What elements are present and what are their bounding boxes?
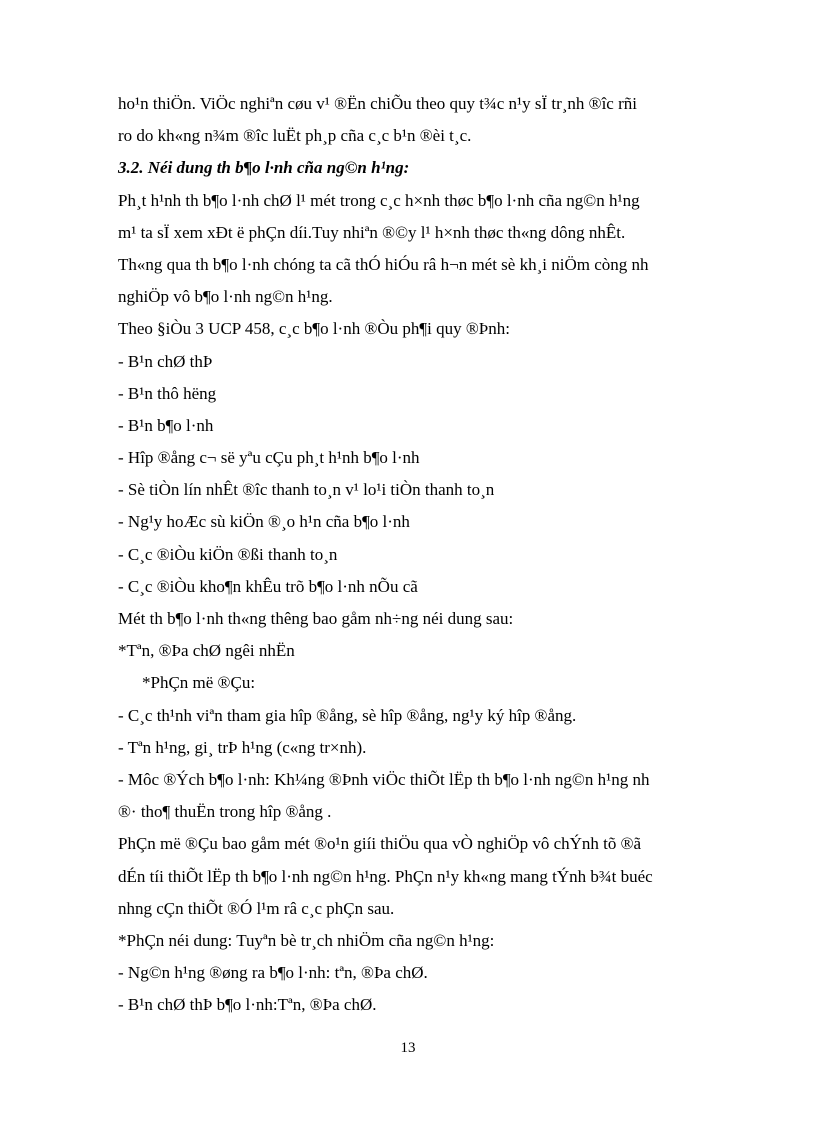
text-line: *Tªn, ®Þa chØ ngêi nhËn xyxy=(118,641,295,661)
text-line: nhng cÇn thiÕt ®Ó l¹m râ c¸c phÇn sau. xyxy=(118,898,395,918)
list-item: - Tªn h¹ng, gi¸ trÞ h¹ng (c«ng tr×nh). xyxy=(118,737,367,757)
section-heading: 3.2. Néi dung th b¶o l·nh cña ng©n h¹ng: xyxy=(118,158,410,178)
text-line: ro do kh«ng n¾m ®îc luËt ph¸p cña c¸c b¹n ®èi t¸c. xyxy=(118,126,472,146)
text-line: nghiÖp vô b¶o l·nh ng©n h¹ng. xyxy=(118,287,333,307)
text-line: Ph¸t h¹nh th b¶o l·nh chØ l¹ mét trong c¸c h×nh thøc b¶o l·nh cña ng©n h¹ng xyxy=(118,190,640,210)
list-item: - Môc ®Ých b¶o l·nh: Kh¼ng ®Þnh viÖc thiÕt lËp th b¶o l·nh ng©n h¹ng nh xyxy=(118,769,650,789)
text-line: Th«ng qua th b¶o l·nh chóng ta cã thÓ hiÓu râ h¬n mét sè kh¸i niÖm còng nh xyxy=(118,254,649,274)
list-item: - Ng¹y hoÆc sù kiÖn ®¸o h¹n cña b¶o l·nh xyxy=(118,512,410,532)
list-item: - Hîp ®ång c¬ së yªu cÇu ph¸t h¹nh b¶o l·nh xyxy=(118,448,420,468)
text-line: ®· tho¶ thuËn trong hîp ®ång . xyxy=(118,802,332,822)
list-item: - B¹n chØ thÞ b¶o l·nh:Tªn, ®Þa chØ. xyxy=(118,995,377,1015)
text-line: dÉn tíi thiÕt lËp th b¶o l·nh ng©n h¹ng. PhÇn n¹y kh«ng mang tÝnh b¾t buéc xyxy=(118,866,653,886)
text-line: *PhÇn néi dung: Tuyªn bè tr¸ch nhiÖm cña ng©n h¹ng: xyxy=(118,930,495,950)
list-item: - Sè tiÒn lín nhÊt ®îc thanh to¸n v¹ lo¹i tiÒn thanh to¸n xyxy=(118,480,495,500)
list-item: - C¸c ®iÒu kho¶n khÊu trõ b¶o l·nh nÕu cã xyxy=(118,576,418,596)
list-item: - B¹n b¶o l·nh xyxy=(118,415,214,435)
list-item: - B¹n thô hëng xyxy=(118,383,217,403)
list-item: - C¸c th¹nh viªn tham gia hîp ®ång, sè hîp ®ång, ng¹y ký hîp ®ång. xyxy=(118,705,577,725)
page-number: 13 xyxy=(400,1040,416,1056)
text-line: PhÇn më ®Çu bao gåm mét ®o¹n giíi thiÖu qua vÒ nghiÖp vô chÝnh tõ ®ã xyxy=(118,834,642,854)
text-line: Mét th b¶o l·nh th«ng thêng bao gåm nh÷ng néi dung sau: xyxy=(118,609,514,628)
text-line: m¹ ta sÏ xem xÐt ë phÇn díi.Tuy nhiªn ®©y l¹ h×nh thøc th«ng dông nhÊt. xyxy=(118,222,626,242)
text-line: ho¹n thiÖn. ViÖc nghiªn cøu v¹ ®Ën chiÕu theo quy t¾c n¹y sÏ tr¸nh ®îc rñi xyxy=(118,94,637,113)
list-item: - Ng©n h¹ng ®øng ra b¶o l·nh: tªn, ®Þa chØ. xyxy=(118,963,428,983)
list-item: - B¹n chØ thÞ xyxy=(118,351,213,371)
document-body xyxy=(118,88,768,1021)
list-item: - C¸c ®iÒu kiÖn ®ßi thanh to¸n xyxy=(118,544,338,564)
text-line: Theo §iÒu 3 UCP 458, c¸c b¶o l·nh ®Òu ph¶i quy ®Þnh: xyxy=(118,319,510,339)
text-line: *PhÇn më ®Çu: xyxy=(142,673,256,693)
